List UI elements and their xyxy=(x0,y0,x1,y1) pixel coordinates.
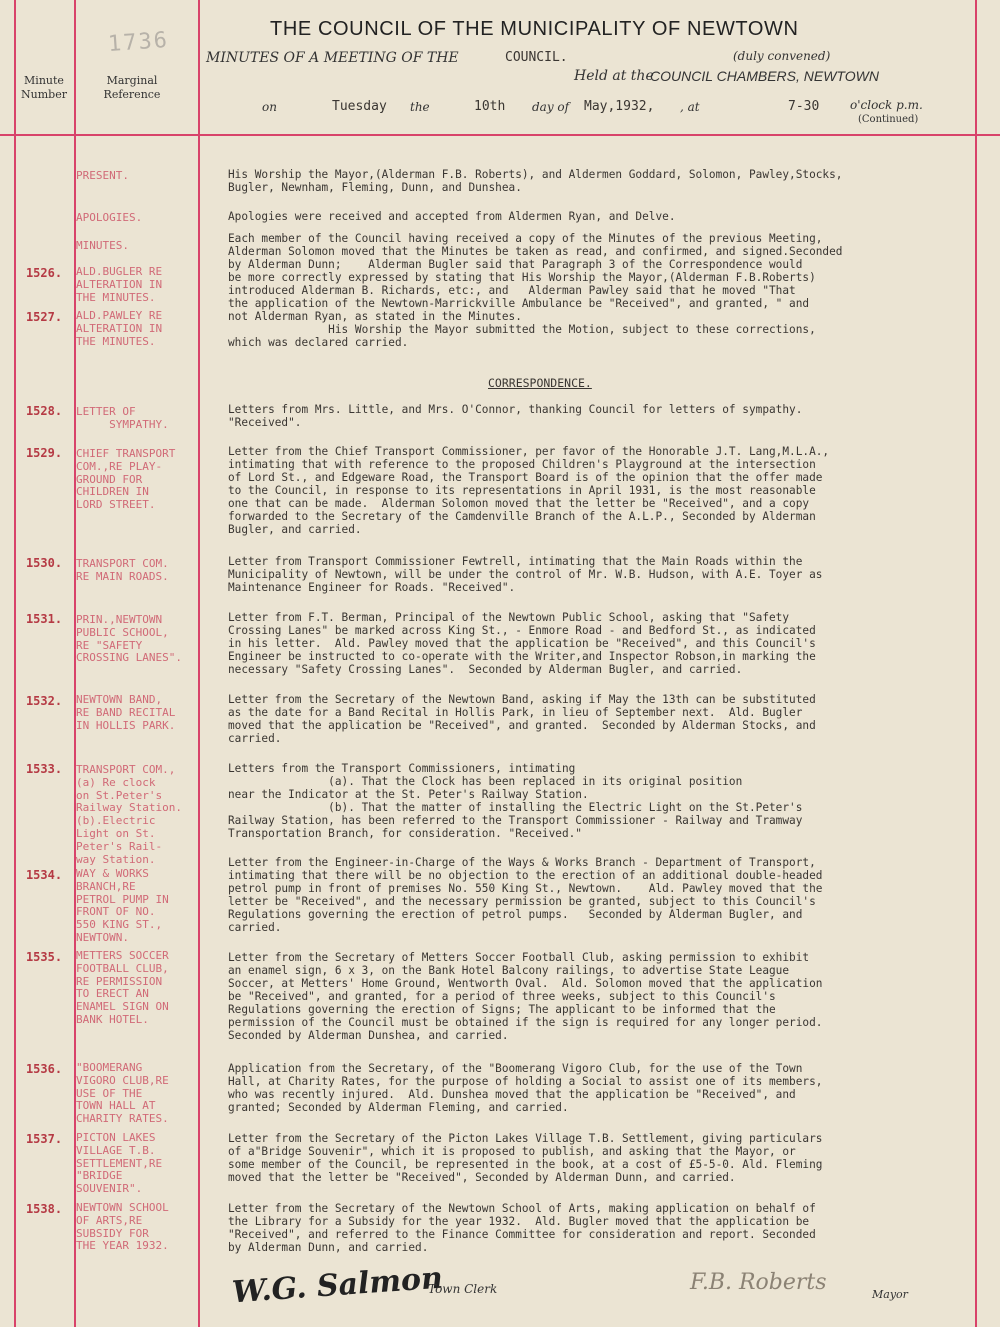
minute-number-1530: 1530. xyxy=(25,556,63,570)
town-clerk-label: Town Clerk xyxy=(428,1282,498,1296)
margin-ref-minutes: MINUTES. xyxy=(76,240,129,252)
mayor-signature: F.B. Roberts xyxy=(690,1270,827,1295)
oclock-label: o'clock p.m. xyxy=(850,98,923,112)
council-title: THE COUNCIL OF THE MUNICIPALITY OF NEWTOWN xyxy=(270,18,799,40)
minute-number-1537: 1537. xyxy=(25,1132,63,1146)
entry-1538-text: Letter from the Secretary of the Newtown School of Arts, making application on behalf of the Library for a Subsidy for the year 1932. Ald. Bugler moved that the application be "Received", and referred to the Finance Committee for consideration and report. Seconded by Alderman Dunn, and carried. xyxy=(228,1202,816,1254)
margin-ref-apologies: APOLOGIES. xyxy=(76,212,143,224)
margin-ref-1538: NEWTOWN SCHOOL OF ARTS,RE SUBSIDY FOR THE YEAR 1932. xyxy=(76,1202,169,1253)
chambers-label: COUNCIL CHAMBERS, NEWTOWN xyxy=(650,68,879,84)
entry-1531-text: Letter from F.T. Berman, Principal of the Newtown Public School, asking that "Safety Crossing Lanes" be marked across King St., - Enmore Road - and Bedford St., as indicated in his letter. Ald. Pawley moved that the application be "Received", and this Council's Engineer be instructed to co-operate with the Writer,and Inspector Robson,in marking the necessary "Safety Crossing Lanes". Seconded by Alderman Bugler, and carried. xyxy=(228,611,816,676)
minute-number-1527: 1527. xyxy=(25,310,63,324)
meeting-weekday: Tuesday xyxy=(332,99,387,114)
margin-ref-1536: "BOOMERANG VIGORO CLUB,RE USE OF THE TOWN HALL AT CHARITY RATES. xyxy=(76,1062,169,1126)
mayor-label: Mayor xyxy=(872,1288,908,1301)
on-label: on xyxy=(262,100,277,114)
entry-1537-text: Letter from the Secretary of the Picton Lakes Village T.B. Settlement, giving particulars of a"Bridge Souvenir", which it is proposed to publish, and asking that the Mayor, or some member of the Council, be represented in the book, at a cost of £5-5-0. Ald. Fleming moved that the letter be "Received", Seconded by Alderman Dunn, and carried. xyxy=(228,1132,823,1184)
minute-number-1531: 1531. xyxy=(25,612,63,626)
margin-ref-1534: WAY & WORKS BRANCH,RE PETROL PUMP IN FRONT OF NO. 550 KING ST., NEWTOWN. xyxy=(76,868,169,944)
entry-1536-text: Application from the Secretary, of the "Boomerang Vigoro Club, for the use of the Town Hall, at Charity Rates, for the purpose of holding a Social to assist one of its members, who was recently injured. Ald. Dunshea moved that the application be "Received", and granted; Seconded by Alderman Fleming, and carried. xyxy=(228,1062,823,1114)
meeting-type: COUNCIL. xyxy=(505,50,568,65)
margin-ref-present: PRESENT. xyxy=(76,170,129,182)
margin-ref-1530: TRANSPORT COM. RE MAIN ROADS. xyxy=(76,558,169,583)
at-label: , at xyxy=(680,100,700,114)
entry-minutes-text: Each member of the Council having received a copy of the Minutes of the previous Meeting, Alderman Solomon moved that the Minutes be taken as read, and confirmed, and signed.Seconded by Alderman Dunn; Alderman Bugler said that Paragraph 3 of the Correspondence would be more correctly expressed by stating that His Worship the Mayor,(Alderman F.B.Roberts) introduced Alderman B. Richards, etc:, and Alderman Pawley said that he moved "That the application of the Newtown-Marrickville Ambulance be "Received", and granted, " and not Alderman Ryan, as stated in the Minutes. His Worship the Mayor submitted the Motion, subject to these corrections, which was declared carried. xyxy=(228,232,843,349)
column-header-marginal-reference: Marginal Reference xyxy=(103,74,161,101)
meeting-day: 10th xyxy=(474,99,506,114)
minutes-label: MINUTES OF A MEETING OF THE xyxy=(206,50,459,66)
margin-ref-1535: METTERS SOCCER FOOTBALL CLUB, RE PERMISSION TO ERECT AN ENAMEL SIGN ON BANK HOTEL. xyxy=(76,950,169,1026)
minute-number-1533: 1533. xyxy=(25,762,63,776)
minute-number-1536: 1536. xyxy=(25,1062,63,1076)
entry-1532-text: Letter from the Secretary of the Newtown Band, asking if May the 13th can be substituted as the date for a Band Recital in Hollis Park, in lieu of September next. Ald. Bugler moved that the application be "Received", and granted. Seconded by Alderman Stocks, and carried. xyxy=(228,693,816,745)
continued-label: (Continued) xyxy=(858,114,919,125)
rule-marginal-reference xyxy=(198,0,200,1327)
meeting-time: 7-30 xyxy=(788,99,820,114)
margin-ref-1528: LETTER OF SYMPATHY. xyxy=(76,406,169,431)
minute-number-1535: 1535. xyxy=(25,950,63,964)
margin-ref-1537: PICTON LAKES VILLAGE T.B. SETTLEMENT,RE "BRIDGE SOUVENIR". xyxy=(76,1132,163,1196)
folio-stamp: 1736 xyxy=(107,27,170,58)
duly-convened: (duly convened) xyxy=(733,49,831,63)
minute-number-1526: 1526. xyxy=(25,266,63,280)
held-at-label: Held at the xyxy=(574,68,654,84)
correspondence-heading: CORRESPONDENCE. xyxy=(488,376,592,390)
town-clerk-signature: W.G. Salmon xyxy=(231,1260,444,1311)
entry-1530-text: Letter from Transport Commissioner Fewtrell, intimating that the Main Roads within the Municipality of Newtown, will be under the control of Mr. W.B. Hudson, with A.E. Toyer as Maintenance Engineer for Roads. "Received". xyxy=(228,555,823,594)
margin-ref-1532: NEWTOWN BAND, RE BAND RECITAL IN HOLLIS PARK. xyxy=(76,694,176,732)
entry-present-text: His Worship the Mayor,(Alderman F.B. Roberts), and Aldermen Goddard, Solomon, Pawley,Stocks, Bugler, Newnham, Fleming, Dunn, and Dunshea. xyxy=(228,168,843,194)
margin-ref-1529: CHIEF TRANSPORT COM.,RE PLAY- GROUND FOR CHILDREN IN LORD STREET. xyxy=(76,448,176,512)
minute-number-1529: 1529. xyxy=(25,446,63,460)
minute-number-1528: 1528. xyxy=(25,404,63,418)
the-label: the xyxy=(410,100,430,114)
entry-1535-text: Letter from the Secretary of Metters Soccer Football Club, asking permission to exhibit an enamel sign, 6 x 3, on the Bank Hotel Balcony railings, to advertise State League Soccer, at Metters' Home Ground, Wentworth Oval. Ald. Solomon moved that the application be "Received", and granted, for a period of three weeks, subject to this Council's Regulations governing the erection of Signs; The applicant to be informed that the permission of the Council must be obtained if the sign is required for any longer period. Seconded by Alderman Dunshea, and carried. xyxy=(228,951,823,1042)
rule-left-margin xyxy=(14,0,16,1327)
minute-number-1538: 1538. xyxy=(25,1202,63,1216)
margin-ref-1533: TRANSPORT COM., (a) Re clock on St.Peter's Railway Station. (b).Electric Light on St. Peter's Rail- way Station. xyxy=(76,764,182,866)
entry-1533-text: Letters from the Transport Commissioners, intimating (a). That the Clock has been replaced in its original position near the Indicator at the St. Peter's Railway Station. (b). That the matter of installing the Electric Light on the St.Peter's Railway Station, has been referred to the Transport Commissioner - Railway and Tramway Transportation Branch, for consideration. "Received." xyxy=(228,762,803,840)
meeting-month-year: May,1932, xyxy=(584,99,655,114)
minute-number-1534: 1534. xyxy=(25,868,63,882)
margin-ref-1526: ALD.BUGLER RE ALTERATION IN THE MINUTES. xyxy=(76,266,163,304)
margin-ref-1527: ALD.PAWLEY RE ALTERATION IN THE MINUTES. xyxy=(76,310,163,348)
entry-1534-text: Letter from the Engineer-in-Charge of the Ways & Works Branch - Department of Transport, intimating that there will be no objection to the erection of an additional double-headed petrol pump in front of premises No. 550 King St., Newtown. Ald. Pawley moved that the letter be "Received", and the necessary permission be granted, subject to this Council's Regulations governing the erection of petrol pumps. Seconded by Alderman Bugler, and carried. xyxy=(228,856,823,934)
day-of-label: day of xyxy=(532,100,570,114)
column-header-minute-number: Minute Number xyxy=(21,74,67,101)
rule-header-bottom xyxy=(0,134,1000,136)
entry-1528-text: Letters from Mrs. Little, and Mrs. O'Connor, thanking Council for letters of sympathy. "Received". xyxy=(228,403,803,429)
minute-number-1532: 1532. xyxy=(25,694,63,708)
margin-ref-1531: PRIN.,NEWTOWN PUBLIC SCHOOL, RE "SAFETY CROSSING LANES". xyxy=(76,614,182,665)
entry-1529-text: Letter from the Chief Transport Commissioner, per favor of the Honorable J.T. Lang,M.L.A., intimating that with reference to the proposed Children's Playground at the intersection of Lord St., and Edgeware Road, the Transport Board is of the opinion that the offer made to the Council, in response to its representations in April 1931, is the most reasonable one that can be made. Alderman Solomon moved that the letter be "Received", and a copy forwarded to the Secretary of the Camdenville Branch of the A.L.P., Seconded by Alderman Bugler, and carried. xyxy=(228,445,830,536)
entry-apologies-text: Apologies were received and accepted from Aldermen Ryan, and Delve. xyxy=(228,210,676,223)
